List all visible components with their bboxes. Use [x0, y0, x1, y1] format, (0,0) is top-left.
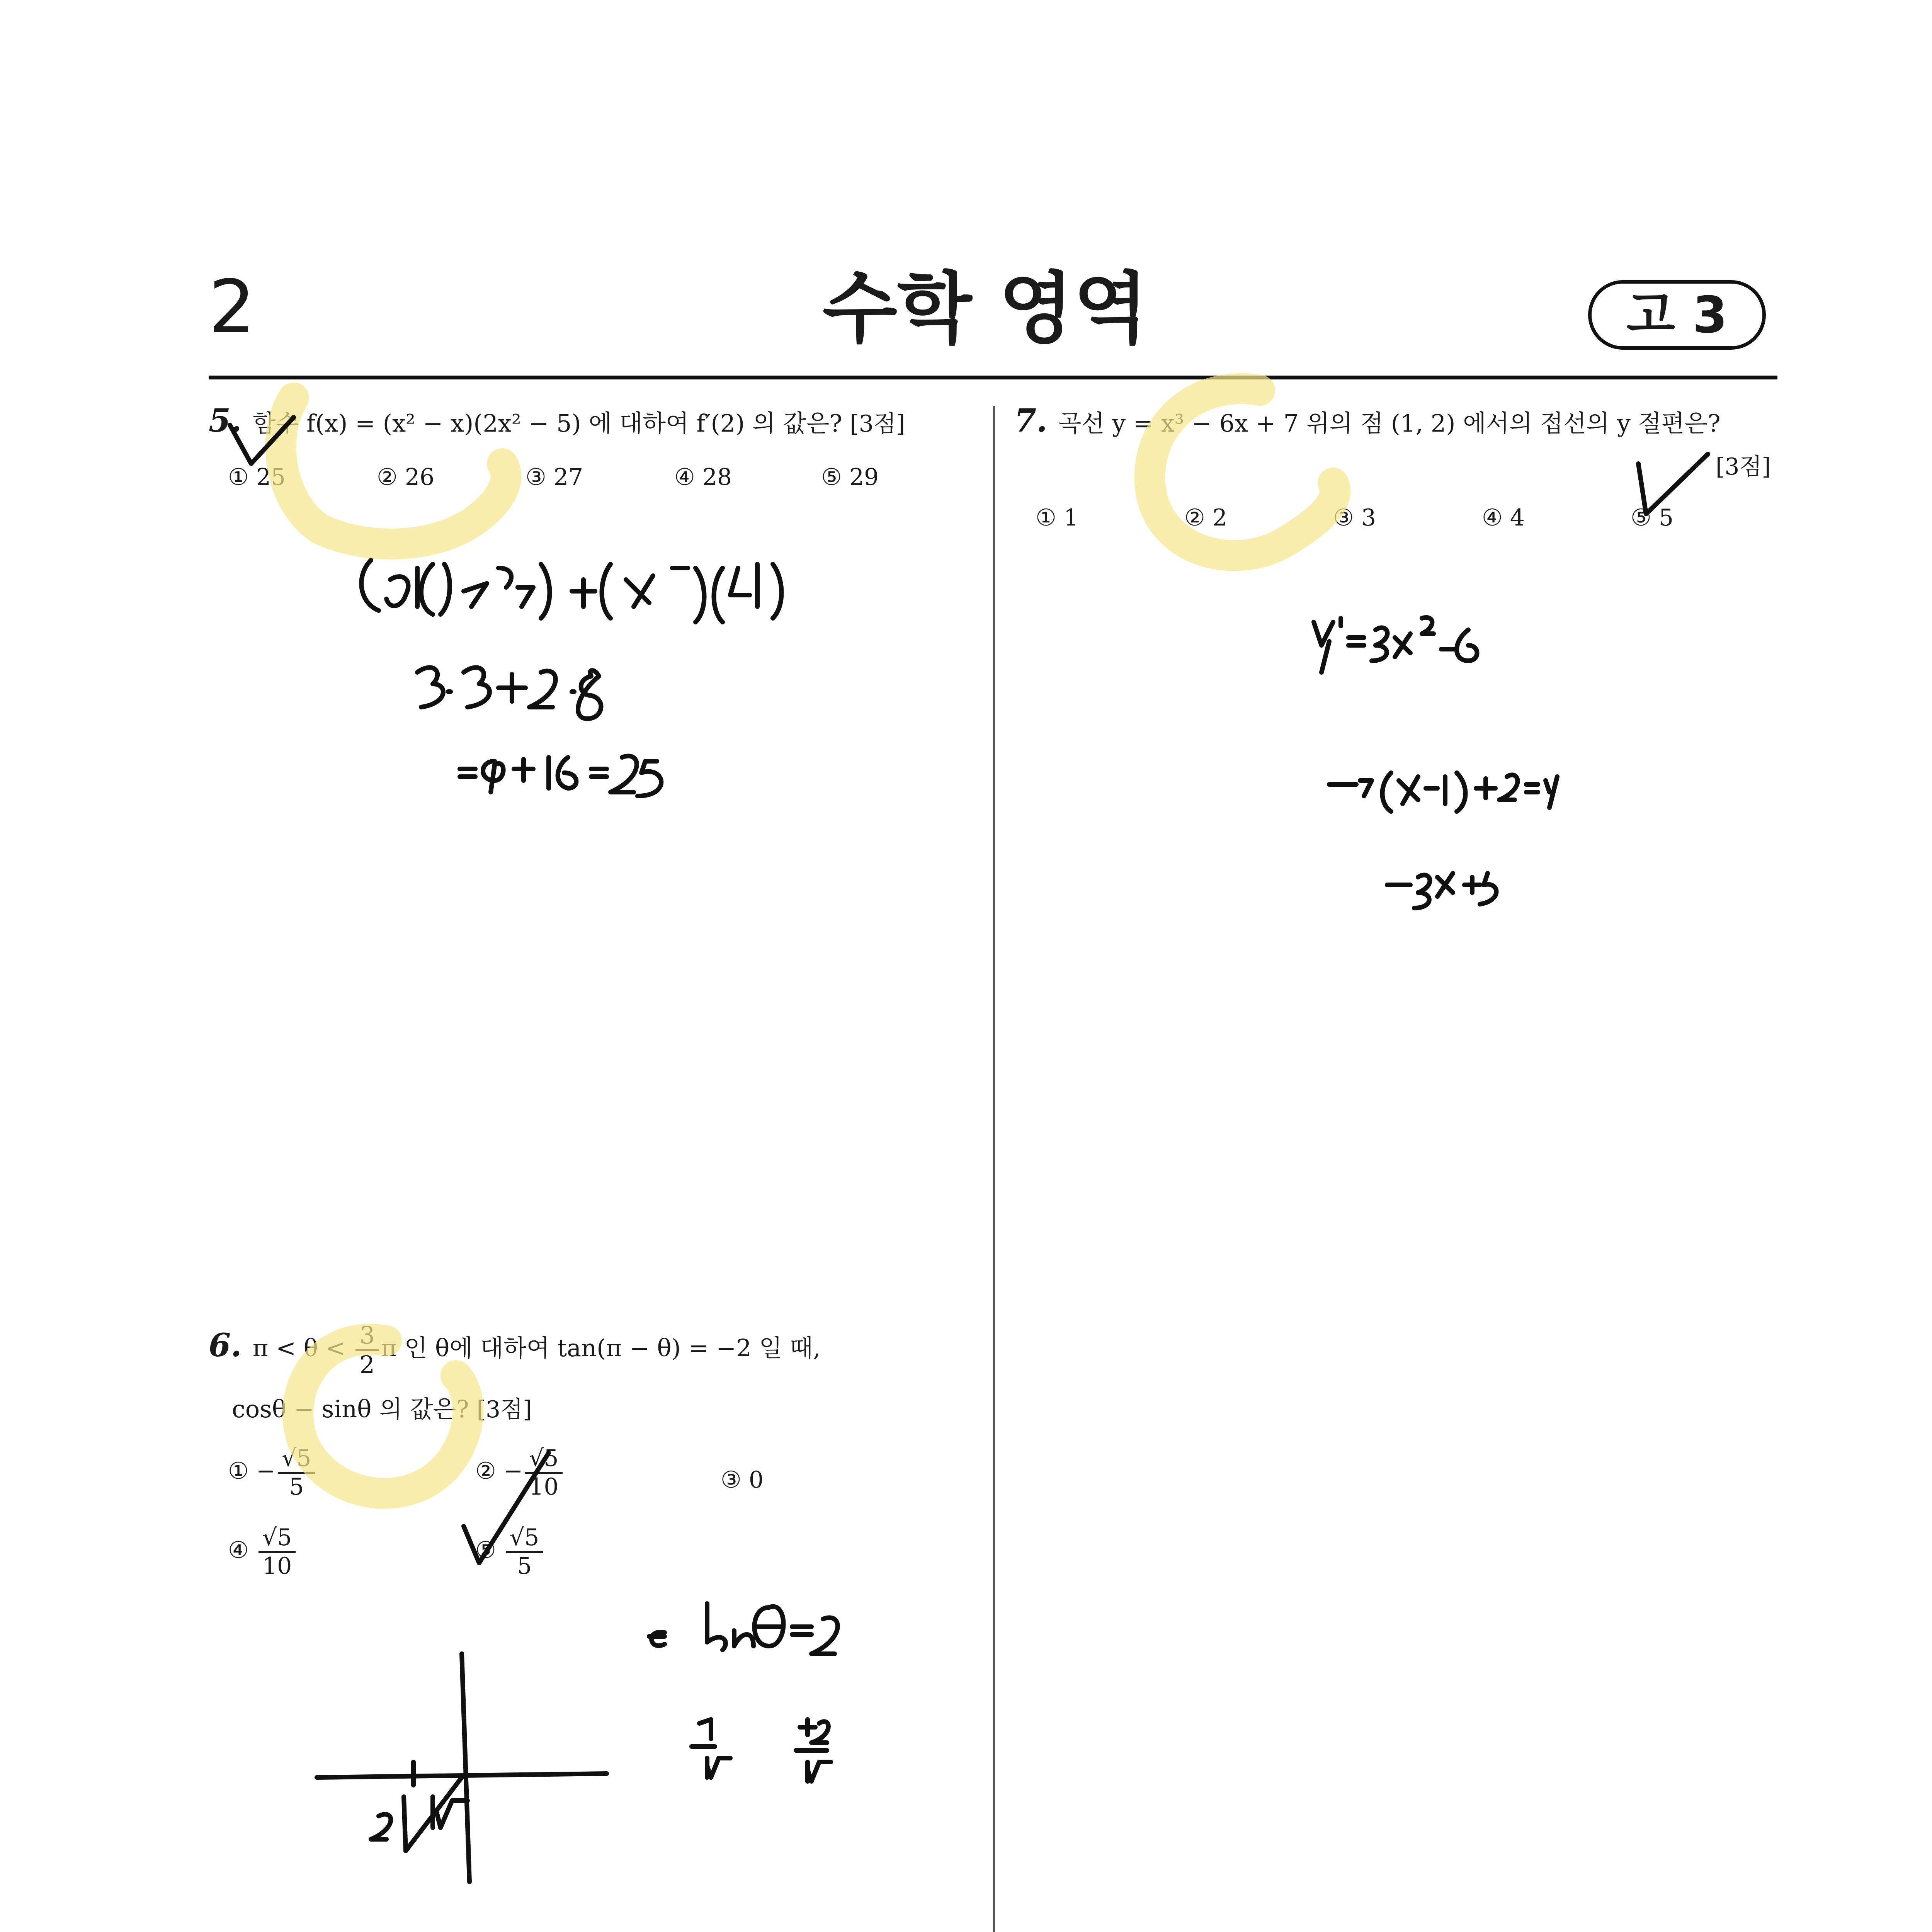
option-value: 0	[748, 1466, 764, 1493]
option-mark: ③	[526, 464, 546, 491]
question-number: 5.	[209, 402, 242, 439]
option-mark: ④	[1482, 504, 1503, 531]
option-mark: ④	[674, 464, 695, 491]
option-mark: ②	[1184, 504, 1205, 531]
option-value: 26	[405, 464, 435, 491]
fraction-numerator: 3	[355, 1321, 378, 1351]
handwriting-q6-fraction1	[692, 1719, 730, 1777]
fraction-denominator: 10	[262, 1553, 292, 1580]
check-mark-q6	[464, 1453, 549, 1563]
fraction-denominator: 10	[529, 1473, 559, 1500]
question-number: 6.	[209, 1327, 242, 1364]
question-text-cont: π 인 θ에 대하여 tan(π − θ) = −2 일 때,	[381, 1333, 821, 1362]
option-sign: −	[503, 1458, 523, 1485]
question-text: cosθ − sinθ 의 값은?	[232, 1395, 469, 1423]
question-points: [3점]	[1716, 453, 1771, 480]
fraction-numerator: √5	[525, 1445, 562, 1474]
handwriting-q7-tangent-line	[1329, 773, 1557, 811]
fraction-denominator: 5	[289, 1473, 304, 1500]
question-text: 곡선 y = x³ − 6x + 7 위의 점 (1, 2) 에서의 접선의 y 절편은?	[1058, 409, 1721, 437]
option-sign: −	[256, 1458, 276, 1485]
option-value: 25	[256, 464, 286, 491]
handwriting-q7-result	[1387, 873, 1497, 908]
page-title: 수학 영역	[822, 264, 1148, 354]
highlight-mark-q6	[298, 1339, 468, 1493]
option-value: 27	[553, 464, 583, 491]
fraction-denominator: 2	[359, 1350, 375, 1379]
check-mark-q7	[1638, 454, 1708, 514]
question-text: 함수 f(x) = (x² − x)(2x² − 5) 에 대하여 f′(2) 의 값은?	[252, 409, 842, 437]
handwriting-q7-derivative	[1314, 617, 1477, 672]
option-value: 1	[1063, 504, 1079, 531]
option-value: 4	[1510, 504, 1525, 531]
fraction-numerator: √5	[259, 1524, 296, 1553]
question-points: [3점]	[850, 410, 905, 437]
fraction-numerator: √5	[506, 1524, 543, 1553]
question-number: 7.	[1014, 402, 1048, 439]
fraction-denominator: 5	[517, 1553, 532, 1580]
option-mark: ⑤	[475, 1537, 496, 1564]
fraction-numerator: √5	[278, 1445, 315, 1474]
grade-badge: 고 3	[1588, 280, 1766, 350]
handwriting-q6-axes	[317, 1654, 607, 1882]
highlight-mark-q7	[1150, 389, 1335, 556]
handwriting-q6-angle-marker	[649, 1632, 665, 1646]
option-mark: ②	[475, 1458, 496, 1485]
handwriting-q5-line2	[417, 668, 601, 719]
option-mark: ⑤	[1631, 504, 1651, 531]
handwriting-q6-fraction2	[796, 1719, 831, 1781]
option-mark: ③	[1333, 504, 1354, 531]
option-value: 28	[702, 464, 732, 491]
option-mark: ③	[721, 1466, 742, 1493]
option-mark: ②	[377, 464, 398, 491]
option-mark: ①	[228, 1458, 249, 1485]
page-number: 2	[209, 264, 255, 350]
option-mark: ①	[1036, 504, 1056, 531]
option-value: 3	[1361, 504, 1376, 531]
handwriting-q6-tan	[707, 1604, 838, 1654]
highlight-mark-q5	[281, 398, 506, 544]
option-value: 29	[849, 464, 879, 491]
option-mark: ④	[228, 1537, 249, 1564]
handwriting-q5-line3	[460, 756, 661, 796]
option-mark: ⑤	[821, 464, 842, 491]
option-value: 2	[1212, 504, 1228, 531]
handwriting-q5-line1	[361, 560, 781, 622]
question-points: [3점]	[476, 1396, 532, 1423]
question-text: π < θ <	[252, 1333, 346, 1362]
option-value: 5	[1658, 504, 1674, 531]
option-mark: ①	[228, 464, 249, 491]
